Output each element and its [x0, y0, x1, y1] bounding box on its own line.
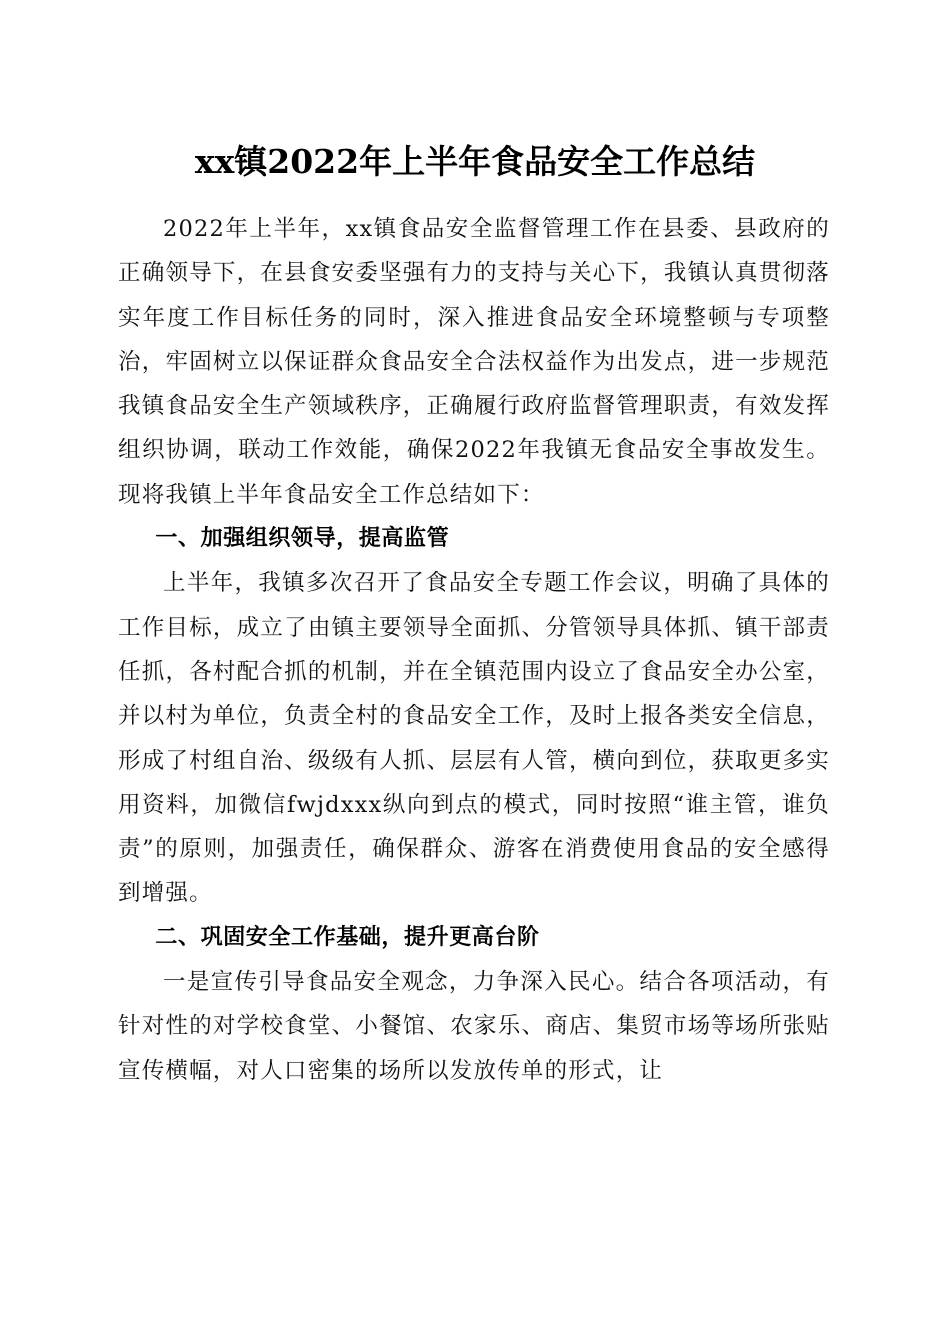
document-body	[118, 207, 830, 1093]
section-heading-1: 一、加强组织领导，提高监管	[155, 526, 450, 552]
document-title: xx镇2022年上半年食品安全工作总结	[194, 142, 756, 181]
section-paragraph-1: 上半年，我镇多次召开了食品安全专题工作会议，明确了具体的工作目标，成立了由镇主要领导全面抓、分管领导具体抓、镇干部责任抓，各村配合抓的机制，并在全镇范围内设立了食品安全办公室，并以村为单位，负责全村的食品安全工作，及时上报各类安全信息，形成了村组自治、级级有人抓、层层有人管，横向到位，获取更多实用资料，加微信fwjdxxx纵向到点的模式，同时按照“谁主管，谁负责”的原则，加强责任，确保群众、游客在消费使用食品的安全感得到增强。	[118, 570, 830, 907]
section-paragraph-2: 一是宣传引导食品安全观念，力争深入民心。结合各项活动，有针对性的对学校食堂、小餐馆、农家乐、商店、集贸市场等场所张贴宣传横幅，对人口密集的场所以发放传单的形式，让	[118, 969, 830, 1084]
intro-paragraph: 2022年上半年，xx镇食品安全监督管理工作在县委、县政府的正确领导下，在县食安委坚强有力的支持与关心下，我镇认真贯彻落实年度工作目标任务的同时，深入推进食品安全环境整顿与专项整治，牢固树立以保证群众食品安全合法权益作为出发点，进一步规范我镇食品安全生产领域秩序，正确履行政府监督管理职责，有效发挥组织协调，联动工作效能，确保2022年我镇无食品安全事故发生。现将我镇上半年食品安全工作总结如下：	[118, 216, 830, 508]
section-heading-2: 二、巩固安全工作基础，提升更高台阶	[155, 924, 540, 950]
